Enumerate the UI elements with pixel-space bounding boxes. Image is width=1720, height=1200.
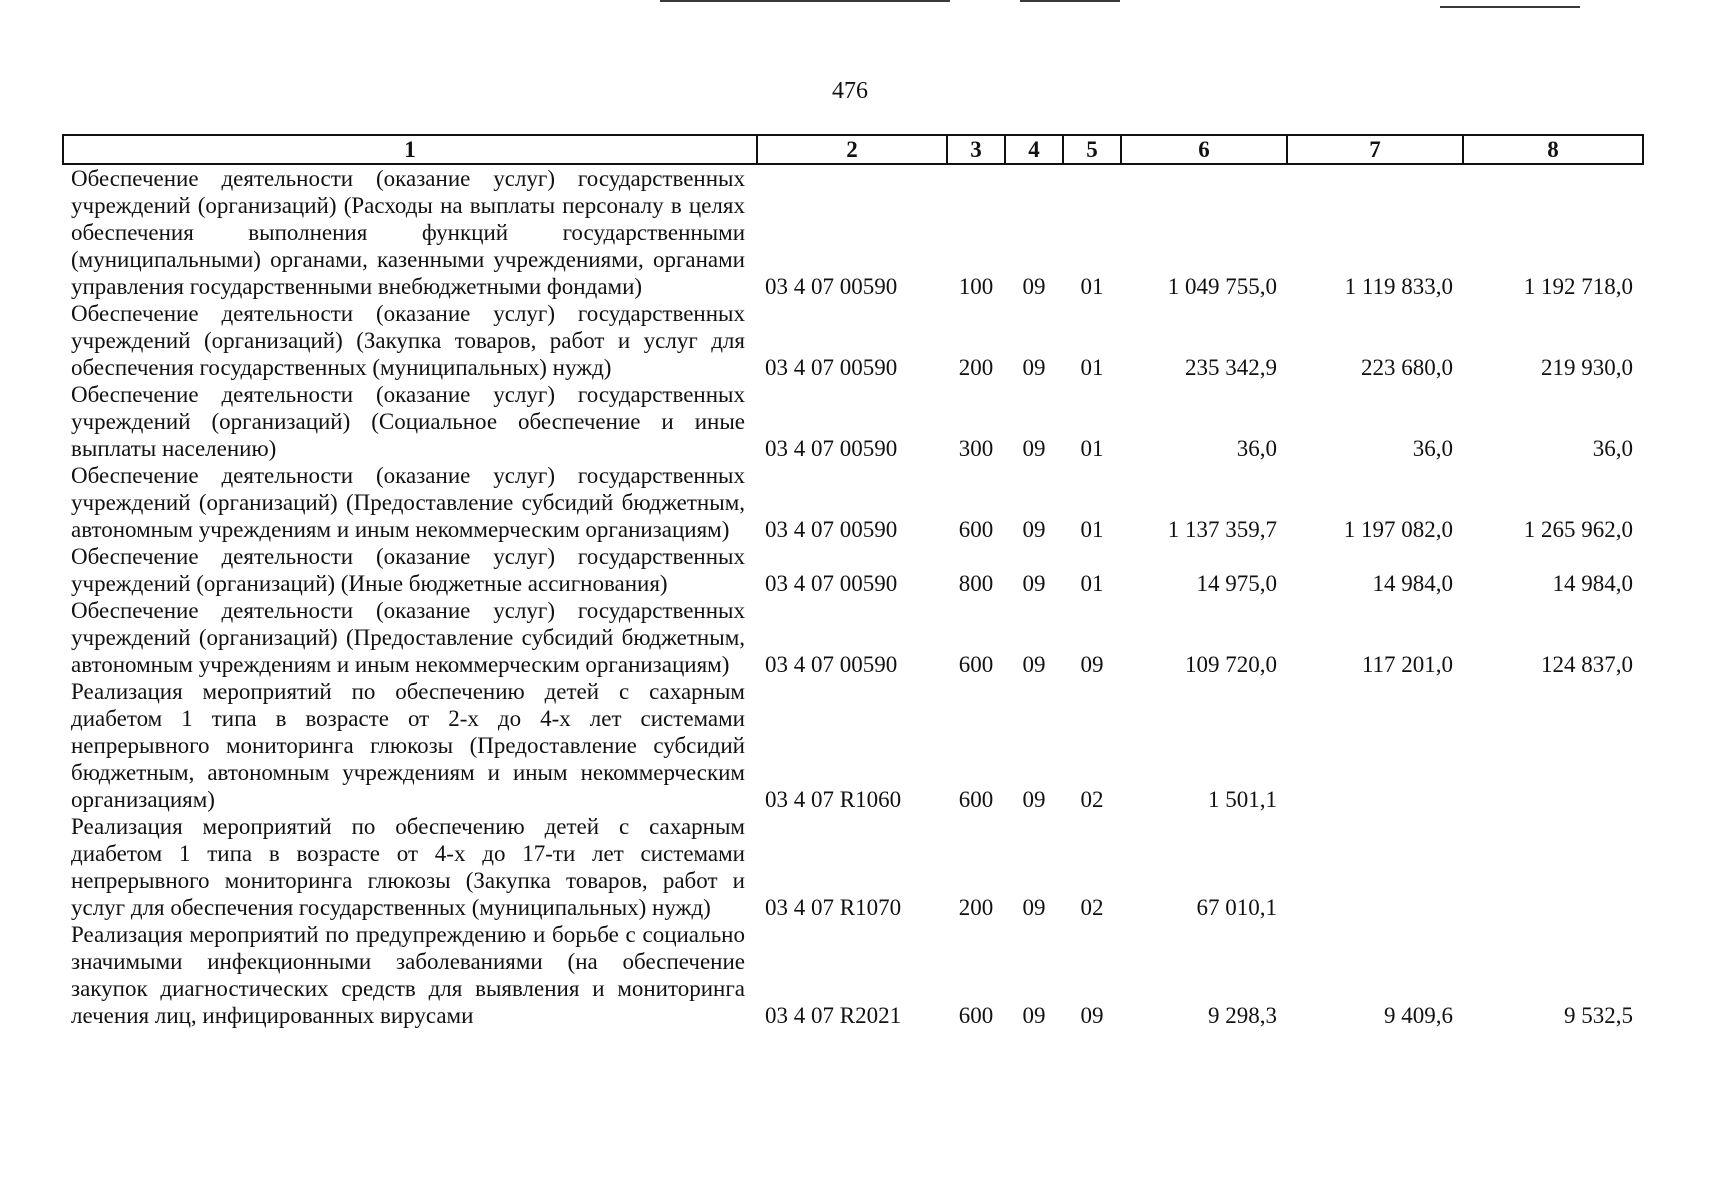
- subsection-code: 01: [1080, 274, 1104, 299]
- amount-col-6: 1 137 359,7: [1167, 517, 1277, 542]
- expense-type-code: 300: [958, 436, 994, 461]
- amount-col-6: 36,0: [1236, 436, 1277, 461]
- expense-type-code: 600: [958, 1003, 994, 1028]
- scan-artifact-line: [1440, 6, 1580, 8]
- budget-table: [62, 134, 1644, 1029]
- row-description: Обеспечение деятельности (оказание услуг) государственных учреждений (организаций) (Закупка товаров, работ и услуг для обеспечения государственных (муниципальных) нужд): [71, 301, 745, 380]
- amount-col-7: 117 201,0: [1361, 652, 1453, 677]
- target-code: 03 4 07 00590: [765, 274, 898, 299]
- table-row: [63, 678, 1643, 813]
- table-row: [63, 462, 1643, 543]
- table-row: [63, 597, 1643, 678]
- expense-type-code: 100: [958, 274, 994, 299]
- column-header-2: 2: [757, 135, 947, 164]
- amount-col-6: 235 342,9: [1185, 355, 1277, 380]
- table-row: [63, 543, 1643, 597]
- subsection-code: 01: [1080, 517, 1104, 542]
- amount-col-8: 14 984,0: [1552, 571, 1633, 596]
- column-header-7: 7: [1287, 135, 1463, 164]
- expense-type-code: 200: [958, 895, 994, 920]
- row-description: Обеспечение деятельности (оказание услуг) государственных учреждений (организаций) (Социальное обеспечение и иные выплаты населению): [71, 382, 745, 461]
- table-row: [63, 813, 1643, 921]
- expense-type-code: 800: [958, 571, 994, 596]
- column-header-3: 3: [947, 135, 1005, 164]
- subsection-code: 02: [1080, 787, 1104, 812]
- amount-col-7: 1 197 082,0: [1343, 517, 1453, 542]
- amount-col-8: 124 837,0: [1541, 652, 1633, 677]
- row-description: Реализация мероприятий по обеспечению детей с сахарным диабетом 1 типа в возрасте от 4-х до 17-ти лет системами непрерывного мониторинга глюкозы (Закупка товаров, работ и услуг для обеспечения государственных (муниципальных) нужд): [71, 814, 745, 920]
- amount-col-7: 14 984,0: [1372, 571, 1453, 596]
- amount-col-7: [1287, 678, 1463, 813]
- amount-col-8: 1 192 718,0: [1523, 274, 1633, 299]
- subsection-code: 01: [1080, 355, 1104, 380]
- amount-col-8: 36,0: [1592, 436, 1633, 461]
- section-code: 09: [1022, 895, 1046, 920]
- column-header-1: 1: [63, 135, 757, 164]
- amount-col-8: [1463, 813, 1643, 921]
- row-description: Обеспечение деятельности (оказание услуг) государственных учреждений (организаций) (Предоставление субсидий бюджетным, автономным учреждениям и иным некоммерческим организациям): [71, 598, 745, 677]
- section-code: 09: [1022, 274, 1046, 299]
- expense-type-code: 600: [958, 652, 994, 677]
- target-code: 03 4 07 00590: [765, 571, 898, 596]
- amount-col-6: 14 975,0: [1196, 571, 1277, 596]
- amount-col-7: 36,0: [1412, 436, 1453, 461]
- target-code: 03 4 07 00590: [765, 355, 898, 380]
- row-description: Обеспечение деятельности (оказание услуг) государственных учреждений (организаций) (Иные бюджетные ассигнования): [71, 544, 745, 596]
- expense-type-code: 200: [958, 355, 994, 380]
- table-row: [63, 381, 1643, 462]
- section-code: 09: [1022, 652, 1046, 677]
- subsection-code: 01: [1080, 571, 1104, 596]
- target-code: 03 4 07 R2021: [765, 1003, 902, 1028]
- amount-col-8: 1 265 962,0: [1523, 517, 1633, 542]
- amount-col-7: 9 409,6: [1384, 1003, 1453, 1028]
- amount-col-6: 67 010,1: [1196, 895, 1277, 920]
- target-code: 03 4 07 00590: [765, 517, 898, 542]
- section-code: 09: [1022, 355, 1046, 380]
- header-row: [63, 135, 1643, 164]
- column-header-8: 8: [1463, 135, 1643, 164]
- column-header-4: 4: [1005, 135, 1063, 164]
- expense-type-code: 600: [958, 787, 994, 812]
- row-description: Реализация мероприятий по обеспечению детей с сахарным диабетом 1 типа в возрасте от 2-х до 4-х лет системами непрерывного мониторинга глюкозы (Предоставление субсидий бюджетным, автономным учреждениям и иным некоммерческим организациям): [71, 679, 745, 812]
- subsection-code: 02: [1080, 895, 1104, 920]
- table-row: [63, 921, 1643, 1029]
- amount-col-6: 1 501,1: [1208, 787, 1277, 812]
- subsection-code: 09: [1080, 1003, 1104, 1028]
- target-code: 03 4 07 00590: [765, 436, 898, 461]
- row-description: Обеспечение деятельности (оказание услуг) государственных учреждений (организаций) (Расходы на выплаты персоналу в целях обеспечения выполнения функций государственными (муниципальными) органами, казенными учреждениями, органами управления государственными внебюджетными фондами): [71, 166, 745, 299]
- subsection-code: 01: [1080, 436, 1104, 461]
- amount-col-7: 223 680,0: [1361, 355, 1453, 380]
- section-code: 09: [1022, 571, 1046, 596]
- section-code: 09: [1022, 517, 1046, 542]
- scan-artifact-line: [1020, 0, 1120, 2]
- column-header-5: 5: [1063, 135, 1121, 164]
- amount-col-6: 109 720,0: [1185, 652, 1277, 677]
- subsection-code: 09: [1080, 652, 1104, 677]
- amount-col-8: 9 532,5: [1564, 1003, 1633, 1028]
- column-header-6: 6: [1121, 135, 1287, 164]
- expense-type-code: 600: [958, 517, 994, 542]
- table-row: [63, 164, 1643, 300]
- target-code: 03 4 07 00590: [765, 652, 898, 677]
- amount-col-8: [1463, 678, 1643, 813]
- page-number: 476: [832, 78, 868, 104]
- section-code: 09: [1022, 787, 1046, 812]
- scan-artifact-line: [660, 0, 950, 2]
- table-row: [63, 300, 1643, 381]
- section-code: 09: [1022, 1003, 1046, 1028]
- section-code: 09: [1022, 436, 1046, 461]
- row-description: Реализация мероприятий по предупреждению и борьбе с социально значимыми инфекционными заболеваниями (на обеспечение закупок диагностических средств для выявления и мониторинга лечения лиц, инфицированных вирусами: [71, 922, 745, 1028]
- amount-col-6: 1 049 755,0: [1167, 274, 1277, 299]
- amount-col-6: 9 298,3: [1208, 1003, 1277, 1028]
- row-description: Обеспечение деятельности (оказание услуг) государственных учреждений (организаций) (Предоставление субсидий бюджетным, автономным учреждениям и иным некоммерческим организациям): [71, 463, 745, 542]
- target-code: 03 4 07 R1060: [765, 787, 902, 812]
- amount-col-7: [1287, 813, 1463, 921]
- amount-col-7: 1 119 833,0: [1344, 274, 1453, 299]
- target-code: 03 4 07 R1070: [765, 895, 902, 920]
- amount-col-8: 219 930,0: [1541, 355, 1633, 380]
